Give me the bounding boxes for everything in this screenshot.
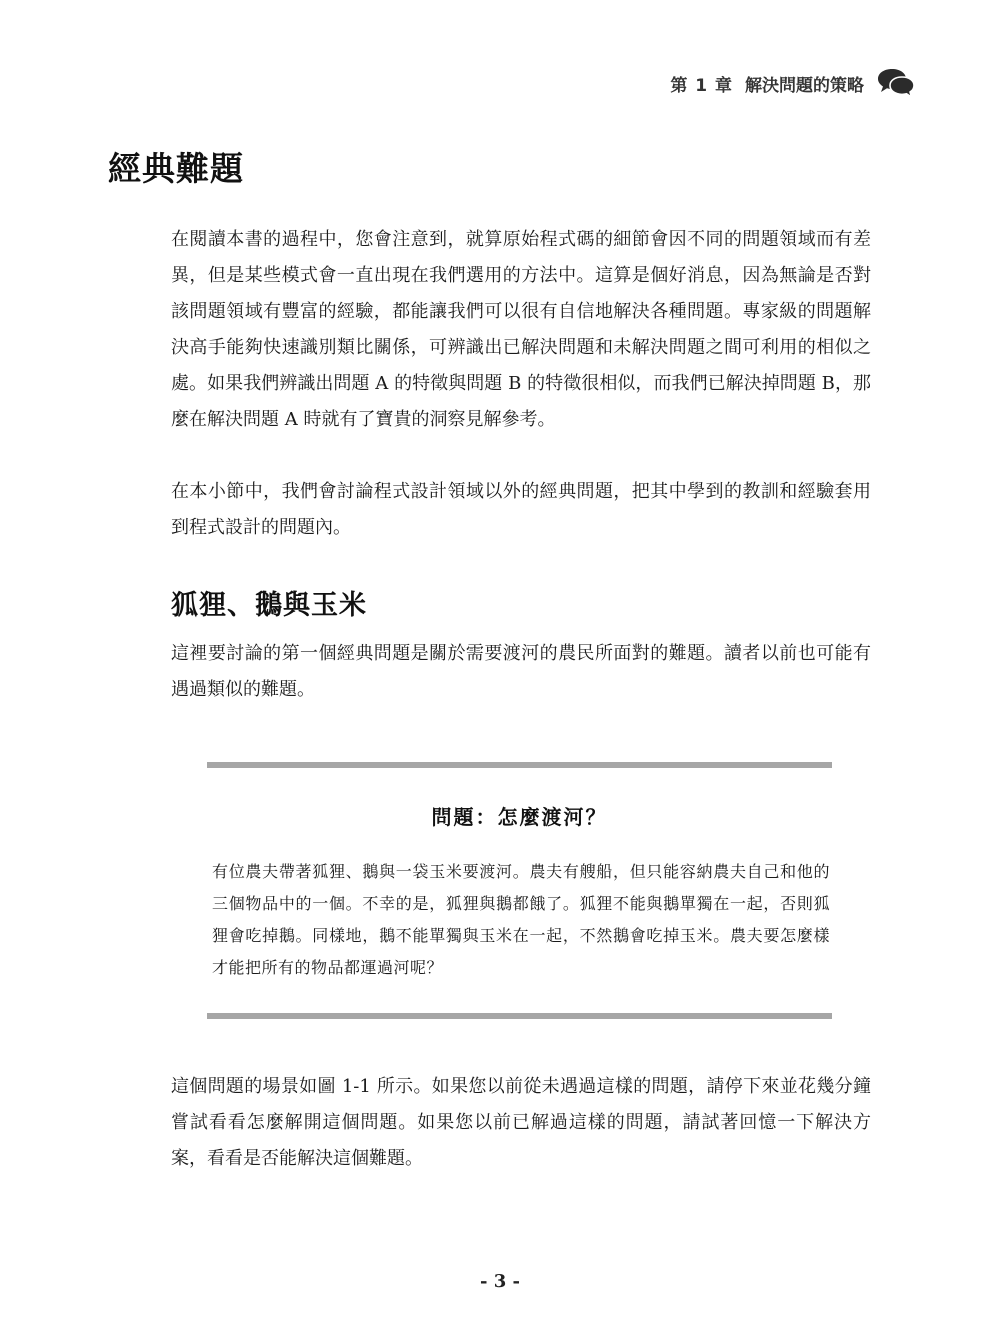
problem-box-title: 問題：怎麼渡河？ bbox=[431, 805, 608, 829]
box-bottom-rule bbox=[207, 1013, 832, 1019]
box-top-rule bbox=[207, 762, 832, 768]
running-header bbox=[670, 66, 916, 100]
section-paragraph: 在本小節中，我們會討論程式設計領域以外的經典問題，把其中學到的教訓和經驗套用到程式設計的問題內。 bbox=[171, 481, 871, 538]
intro-paragraph: 在閱讀本書的過程中，您會注意到，就算原始程式碼的細節會因不同的問題領域而有差異，但是某些模式會一直出現在我們選用的方法中。這算是個好消息，因為無論是否對該問題領域有豐富的經驗，都能讓我們可以很有自信地解決各種問題。專家級的問題解決高手能夠快速識別類比關係，可辨識出已解決問題和未解決問題之間可利用的相似之處。如果我們辨識出問題 A 的特徵與問題 B 的特徵很相似，而我們已解決掉問題 B，那麼在解決問題 A 時就有了寶貴的洞察見解參考。 bbox=[171, 229, 871, 430]
closing-paragraph: 這個問題的場景如圖 1-1 所示。如果您以前從未遇過這樣的問題，請停下來並花幾分鐘嘗試看看怎麼解開這個問題。如果您以前已解過這樣的問題，請試著回憶一下解決方案，看看是否能解決這個難題。 bbox=[171, 1076, 871, 1169]
problem-box-text: 有位農夫帶著狐狸、鵝與一袋玉米要渡河。農夫有艘船，但只能容納農夫自己和他的三個物品中的一個。不幸的是，狐狸與鵝都餓了。狐狸不能與鵝單獨在一起，否則狐狸會吃掉鵝。同樣地，鵝不能單獨與玉米在一起，不然鵝會吃掉玉米。農夫要怎麼樣才能把所有的物品都運過河呢？ bbox=[212, 862, 830, 977]
speech-bubbles-icon bbox=[876, 66, 916, 100]
section-title: 經典難題 bbox=[108, 149, 244, 188]
subsection-title: 狐狸、鵝與玉米 bbox=[171, 590, 367, 621]
page-number: - 3 - bbox=[480, 1271, 520, 1292]
chapter-number: 第 1 章 bbox=[670, 75, 733, 96]
chapter-title: 解決問題的策略 bbox=[745, 75, 864, 96]
subsection-intro: 這裡要討論的第一個經典問題是關於需要渡河的農民所面對的難題。讀者以前也可能有遇過類似的難題。 bbox=[171, 643, 871, 700]
